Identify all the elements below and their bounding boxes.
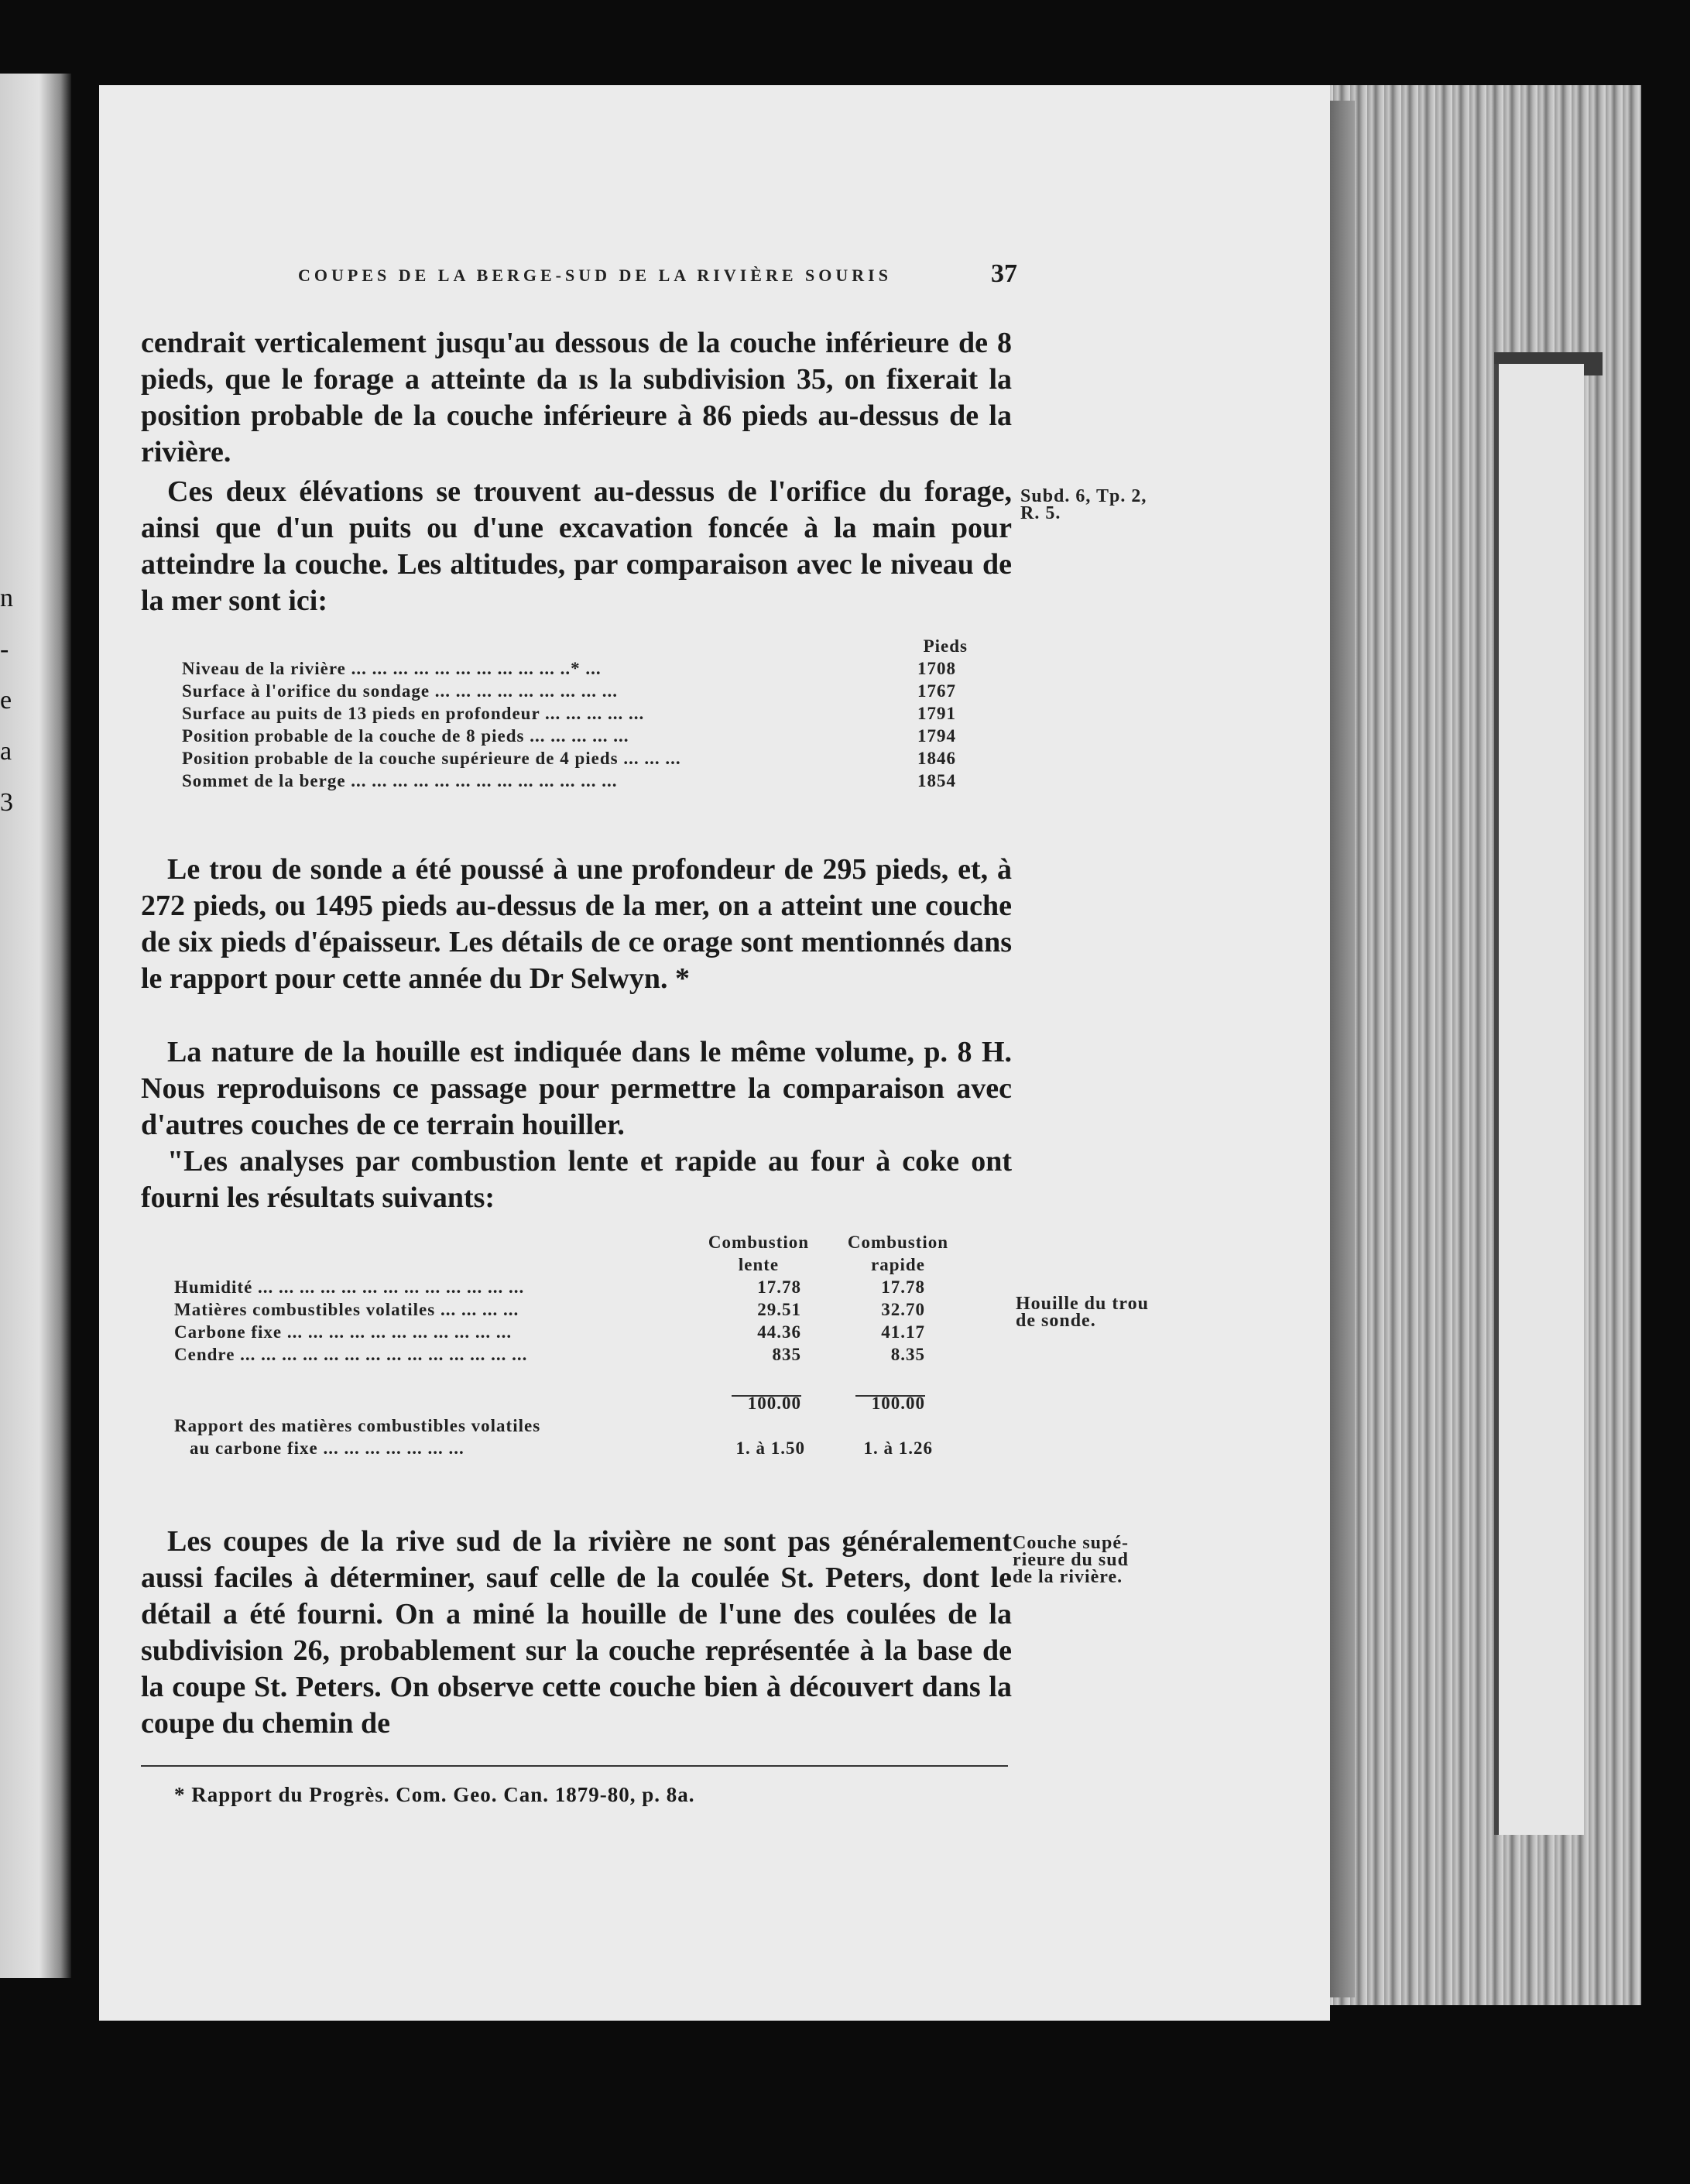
sum-rule-rapide bbox=[855, 1395, 925, 1397]
margin-note-line: de la rivière. bbox=[1013, 1567, 1123, 1587]
footnote: * Rapport du Progrès. Com. Geo. Can. 1879-80, p. 8a. bbox=[174, 1783, 695, 1806]
footnote-divider bbox=[141, 1765, 1008, 1767]
left-page-marks bbox=[0, 573, 13, 828]
margin-note-couche bbox=[1013, 1534, 1129, 1586]
ratio-row: au carbone fixe ... ... ... ... ... ... ... 1. à 1.50 1. à 1.26 bbox=[190, 1438, 933, 1458]
table-row: Surface au puits de 13 pieds en profondeur ... ... ... ... ... 1791 bbox=[182, 704, 956, 723]
left-mark: 3 bbox=[0, 788, 13, 817]
margin-note-line: de sonde. bbox=[1016, 1311, 1096, 1331]
table-row: Position probable de la couche supérieure de 4 pieds ... ... ... 1846 bbox=[182, 749, 956, 768]
left-mark: n bbox=[0, 584, 13, 612]
bookmark-strip bbox=[1494, 364, 1584, 1835]
running-title: COUPES DE LA BERGE-SUD DE LA RIVIÈRE SOURIS bbox=[298, 266, 892, 285]
altitudes-table bbox=[182, 636, 968, 794]
col-header-lente-1: Combustion bbox=[708, 1233, 810, 1252]
table-row: Humidité ... ... ... ... ... ... ... ... ... ... ... ... ... 17.78 17.78 bbox=[174, 1277, 925, 1297]
paragraph-5: "Les analyses par combustion lente et rapide au four à coke ont fourni les résultats suivants: bbox=[141, 1145, 1012, 1214]
left-mark: - bbox=[0, 635, 9, 663]
paragraph-6: Les coupes de la rive sud de la rivière ne sont pas généralement aussi faciles à déterminer, sauf celle de la coulée St. Peters, dont le détail a été fourni. On a miné la houille de l'une des coulées de la subdivision 26, probablement sur la couche représentée à la base de la coupe St. Peters. On observe cette couche bien à découvert dans la coupe du chemin de bbox=[141, 1525, 1012, 1740]
margin-note-subdivision bbox=[1020, 488, 1147, 522]
analyses-table bbox=[174, 1233, 987, 1461]
totals-row: 100.00 100.00 bbox=[747, 1394, 925, 1413]
paragraph-1: cendrait verticalement jusqu'au dessous de la couche inférieure de 8 pieds, que le forage a atteinte da ıs la subdivision 35, on fixerait la position probable de la couche inférieure à 86 pieds au-dessus de la rivière. bbox=[141, 327, 1012, 468]
table-row: Niveau de la rivière ... ... ... ... ... ... ... ... ... ... ..* ... 1708 bbox=[182, 659, 956, 678]
table-row: Surface à l'orifice du sondage ... ... ... ... ... ... ... ... ... 1767 bbox=[182, 681, 956, 701]
left-mark: a bbox=[0, 737, 12, 766]
margin-note-line: R. 5. bbox=[1020, 503, 1061, 523]
paragraph-4: La nature de la houille est indiquée dans le même volume, p. 8 H. Nous reproduisons ce passage pour permettre la comparaison avec d'autres couches de ce terrain houiller. bbox=[141, 1036, 1012, 1141]
margin-note-line: Couche supé- bbox=[1013, 1533, 1130, 1553]
altitudes-unit-header: Pieds bbox=[923, 636, 968, 656]
table-row: Sommet de la berge ... ... ... ... ... ... ... ... ... ... ... ... ... 1854 bbox=[182, 771, 956, 790]
paragraph-3: Le trou de sonde a été poussé à une profondeur de 295 pieds, et, à 272 pieds, ou 1495 pieds au-dessus de la mer, on a atteint une couche de six pieds d'épaisseur. Les détails de ce orage sont mentionnés dans le rapport pour cette année du Dr Selwyn. * bbox=[141, 853, 1012, 995]
left-page-edge bbox=[0, 74, 71, 1978]
margin-note-line: Subd. 6, Tp. 2, bbox=[1020, 486, 1147, 506]
col-header-rapide-2: rapide bbox=[871, 1255, 925, 1274]
table-row: Cendre ... ... ... ... ... ... ... ... ... ... ... ... ... ... 835 8.35 bbox=[174, 1345, 925, 1364]
ratio-label-row: Rapport des matières combustibles volatiles bbox=[174, 1416, 541, 1435]
left-mark: e bbox=[0, 686, 12, 715]
table-row: Position probable de la couche de 8 pieds ... ... ... ... ... 1794 bbox=[182, 726, 956, 746]
margin-note-line: rieure du sud bbox=[1013, 1550, 1129, 1570]
table-row: Matières combustibles volatiles ... ... ... ... 29.51 32.70 bbox=[174, 1300, 925, 1319]
table-row: Carbone fixe ... ... ... ... ... ... ... ... ... ... ... 44.36 41.17 bbox=[174, 1322, 925, 1342]
col-header-rapide-1: Combustion bbox=[847, 1233, 949, 1252]
margin-note-line: Houille du trou bbox=[1016, 1294, 1149, 1314]
margin-note-houille bbox=[1016, 1295, 1149, 1329]
paragraph-2: Ces deux élévations se trouvent au-dessus de l'orifice du forage, ainsi que d'un puits ou d'une excavation foncée à la main pour atteindre la couche. Les altitudes, par comparaison avec le niveau de la mer sont ici: bbox=[141, 475, 1012, 617]
col-header-lente-2: lente bbox=[738, 1255, 780, 1274]
page-number: 37 bbox=[991, 259, 1017, 288]
sum-rule-lente bbox=[732, 1395, 801, 1397]
